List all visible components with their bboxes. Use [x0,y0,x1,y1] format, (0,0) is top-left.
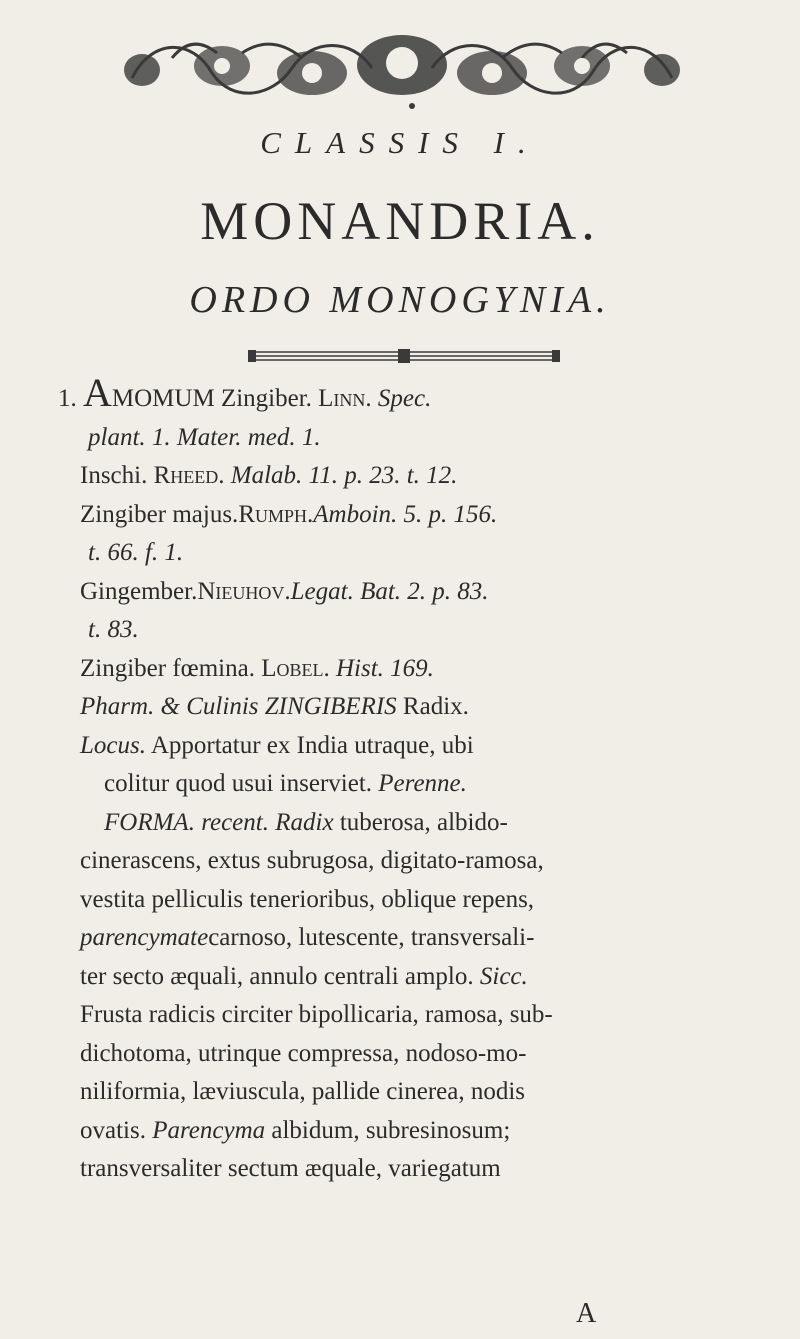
genus-initial: A [83,370,112,415]
entry-line: colitur quod usui inserviet. Perenne. [104,770,467,797]
entry-line: transversaliter sectum æquale, variegatum [80,1155,501,1182]
entry-number: 1. [58,385,77,412]
work-spec: Spec. [377,385,432,412]
entry-line: Inschi. Rheed. Malab. 11. p. 23. t. 12. [80,462,458,489]
entry-line: Zingiber fœmina. Lobel. Hist. 169. [80,654,434,682]
author-linn: Linn. [318,385,372,412]
species-entry [58,370,778,1189]
entry-line: ter secto æquali, annulo centrali amplo. Sicc. [80,962,528,990]
entry-line: Locus. Apportatur ex India utraque, ubi [80,731,474,759]
genus-name: MOMUM [111,385,215,412]
entry-line: Gingember.Nieuhov.Legat. Bat. 2. p. 83. [80,577,489,605]
entry-line: vestita pelliculis tenerioribus, oblique repens, [80,885,535,913]
entry-line: t. 66. f. 1. [88,539,184,566]
class-name-heading: MONANDRIA. [200,191,600,251]
classis-heading: CLASSIS I. [260,125,540,160]
ornamental-rule [248,347,560,365]
entry-line: parencymatecarnoso, lutescente, transversali- [80,924,535,951]
species-name: Zingiber. [220,385,312,412]
entry-line: niliformia, læviuscula, pallide cinerea, nodis [80,1078,526,1105]
entry-line: FORMA. recent. Radix tuberosa, albido- [104,808,508,836]
entry-line [58,370,778,419]
catchword: A [576,1298,597,1329]
ornamental-headpiece [112,18,692,113]
entry-line: ovatis. Parencyma albidum, subresinosum; [80,1116,511,1144]
entry-line: t. 83. [88,616,139,643]
entry-line: cinerascens, extus subrugosa, digitato-ramosa, [80,847,544,874]
entry-line: Zingiber majus.Rumph.Amboin. 5. p. 156. [80,500,498,528]
entry-line: Pharm. & Culinis ZINGIBERIS Radix. [80,693,469,720]
entry-line: plant. 1. Mater. med. 1. [88,423,321,451]
entry-line: Frusta radicis circiter bipollicaria, ramosa, sub- [80,1001,553,1028]
order-heading: ORDO MONOGYNIA. [189,279,611,321]
entry-line: dichotoma, utrinque compressa, nodoso-mo- [80,1039,527,1067]
